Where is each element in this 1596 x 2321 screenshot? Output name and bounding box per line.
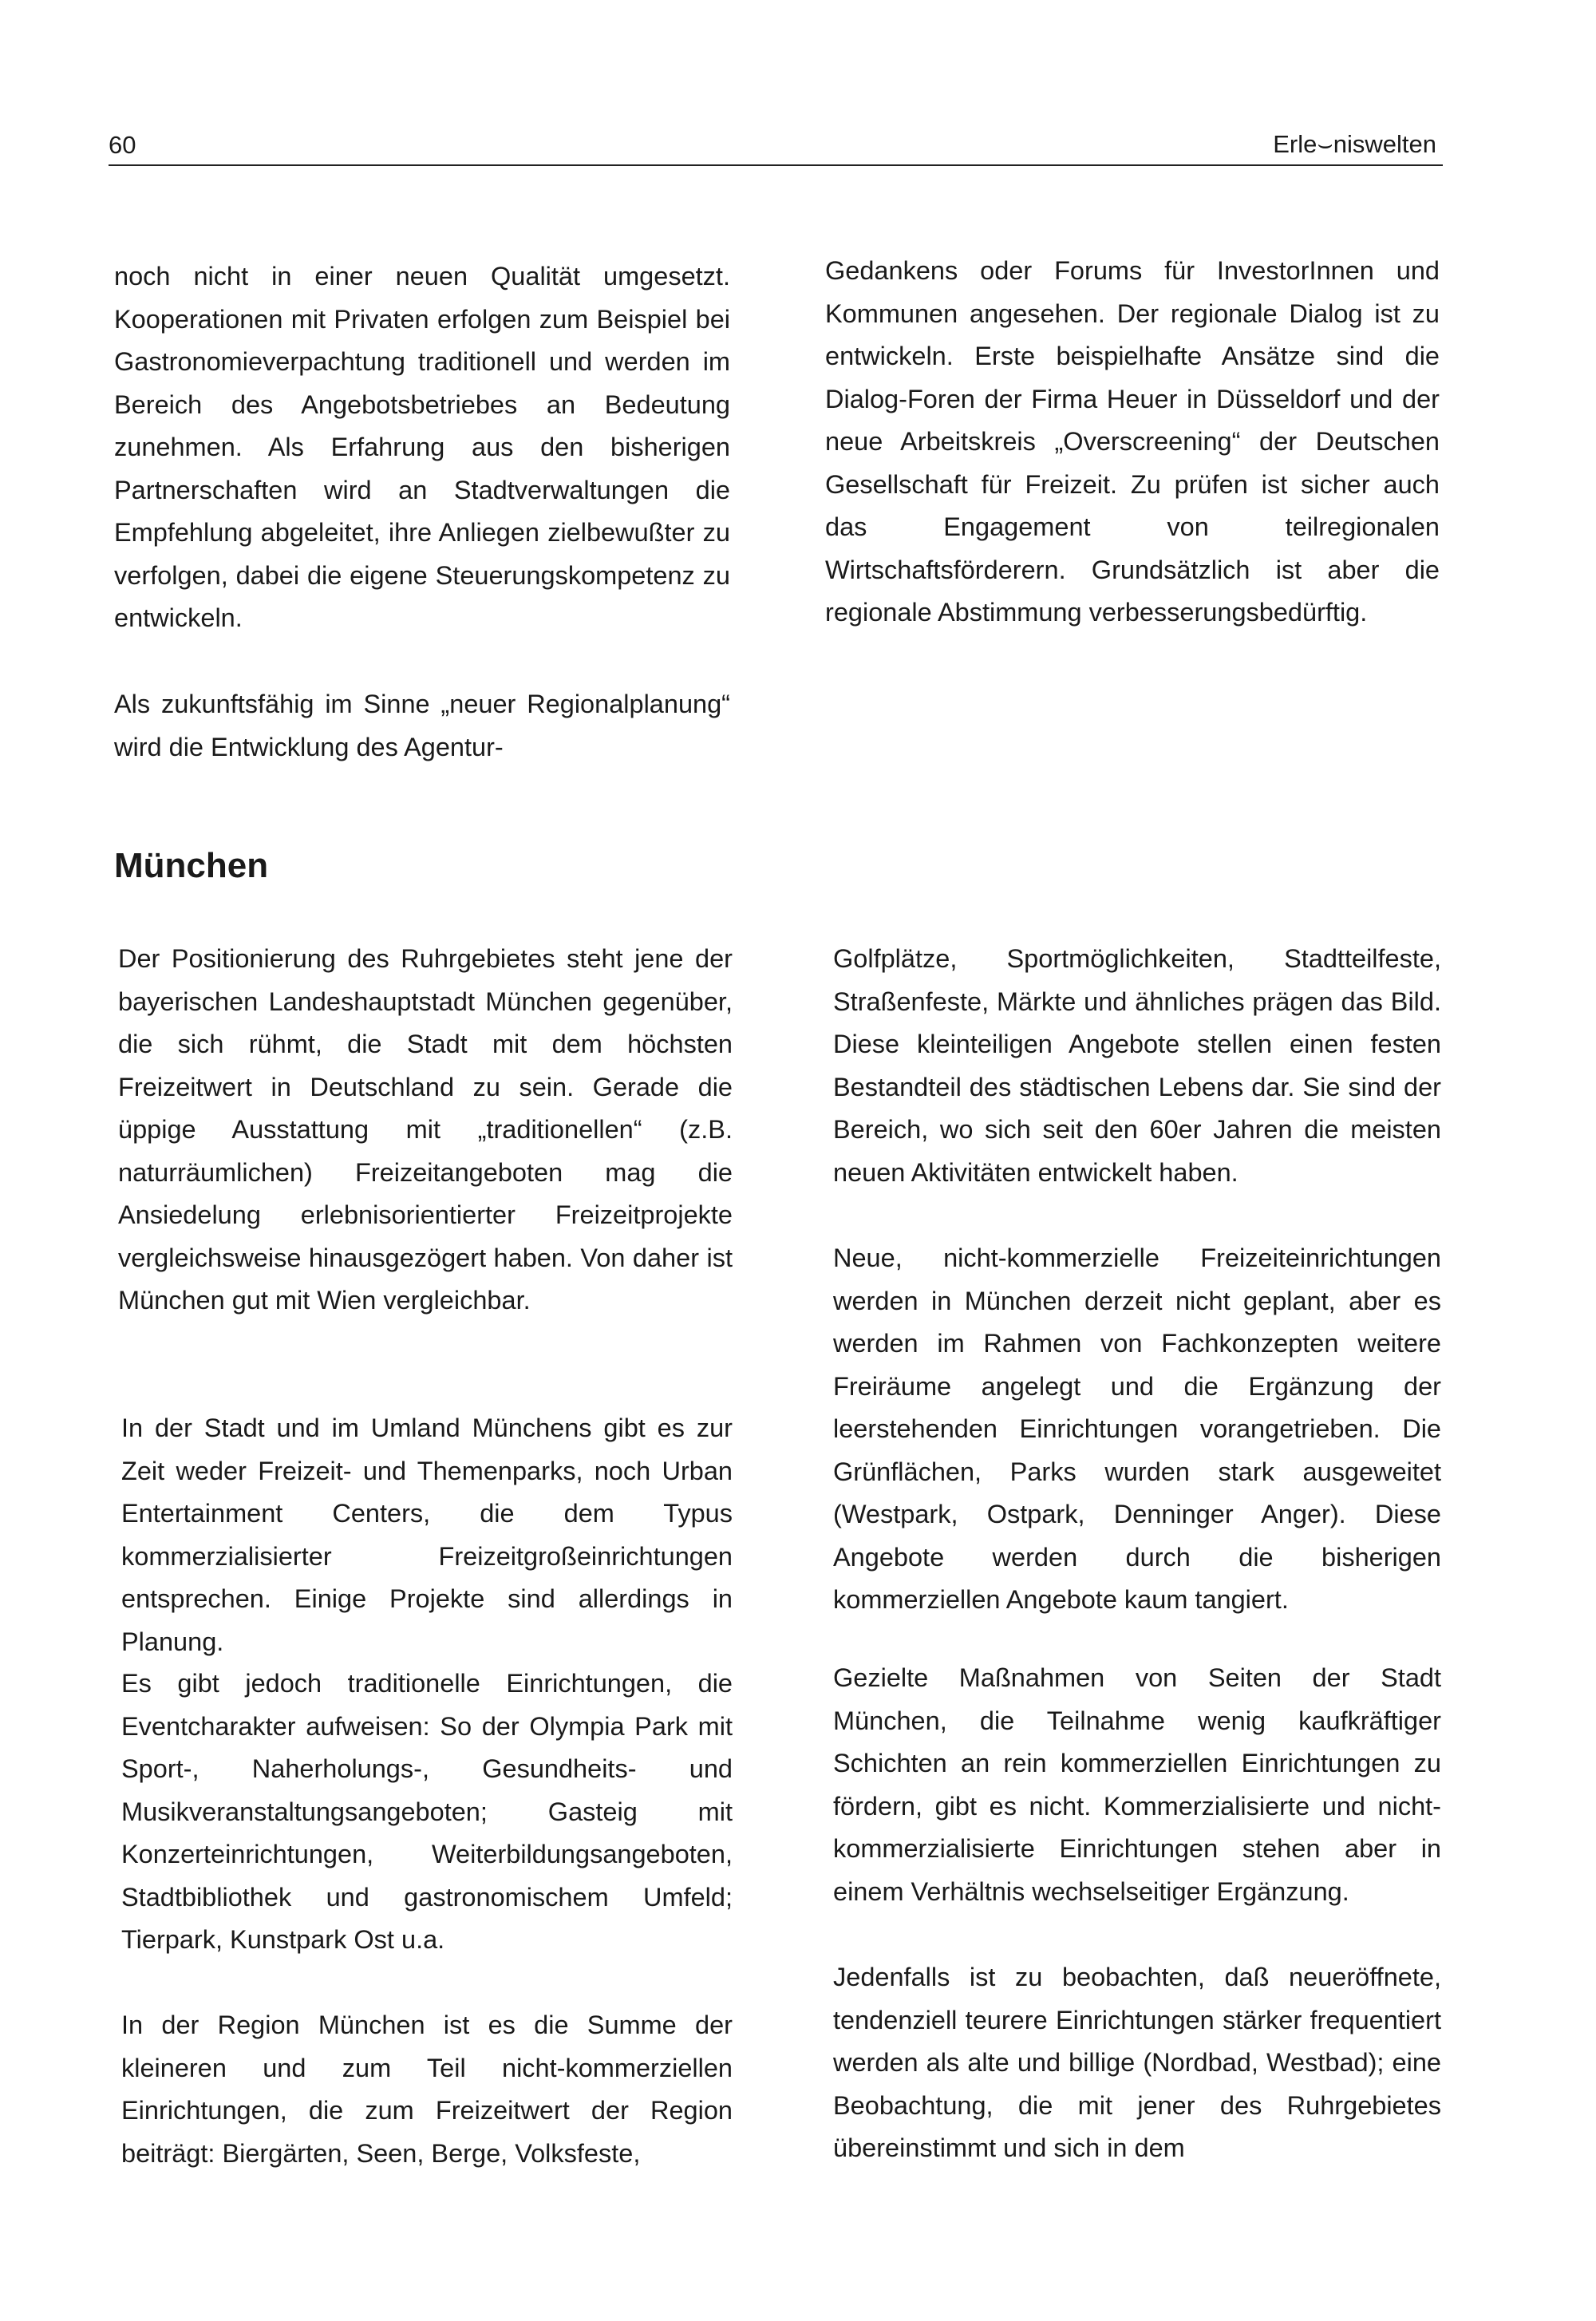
top-right-paragraph-1: Gedankens oder Forums für InvestorInnen und Kommunen angesehen. Der regionale Dialog ist zu entwickeln. Erste beispielhafte Ansätze sind die Dialog-Foren der Firma Heuer in Düsseldorf und der neue Arbeitskreis „Overscreening“ der Deutschen Gesellschaft für Freizeit. Zu prüfen ist sicher auch das Engagement von teilregionalen Wirtschaftsförderern. Grundsätzlich ist aber die regionale Abstimmung verbesserungsbedürftig. [825, 256, 1440, 627]
running-title: Erle⌣niswelten [1273, 130, 1436, 158]
page-header [109, 120, 1443, 166]
top-left-paragraph-2: Als zukunftsfähig im Sinne „neuer Regionalplanung“ wird die Entwicklung des Agentur- [114, 690, 730, 761]
right-paragraph-3: Gezielte Maßnahmen von Seiten der Stadt München, die Teilnahme wenig kaufkräftiger Schichten an rein kommerziellen Einrichtungen zu fördern, gibt es nicht. Kommerzialisierte und nicht-kommerzialisierte Einrichtungen stehen aber in einem Verhältnis wechselseitiger Ergänzung. [833, 1663, 1441, 1906]
section-title: München [114, 846, 269, 885]
left-paragraph-2: In der Stadt und im Umland Münchens gibt es zur Zeit weder Freizeit- und Themenparks, noch Urban Entertainment Centers, die dem Typus kommerzialisierter Freizeitgroßeinrichtungen entsprechen. Einige Projekte sind allerdings in Planung. [121, 1414, 733, 1656]
right-paragraph-1: Golfplätze, Sportmöglichkeiten, Stadtteilfeste, Straßenfeste, Märkte und ähnliches prägen das Bild. Diese kleinteiligen Angebote stellen einen festen Bestandteil des städtischen Lebens dar. Sie sind der Bereich, wo sich seit den 60er Jahren die meisten neuen Aktivitäten entwickelt haben. [833, 944, 1441, 1187]
page-number: 60 [109, 131, 136, 159]
right-paragraph-2: Neue, nicht-kommerzielle Freizeiteinrichtungen werden in München derzeit nicht geplant, aber es werden im Rahmen von Fachkonzepten weitere Freiräume angelegt und die Ergänzung der leerstehenden Einrichtungen vorangetrieben. Die Grünflächen, Parks wurden stark ausgeweitet (Westpark, Ostpark, Denninger Anger). Diese Angebote werden durch die bisherigen kommerziellen Angebote kaum tangiert. [833, 1244, 1441, 1614]
right-paragraph-4: Jedenfalls ist zu beobachten, daß neueröffnete, tendenziell teurere Einrichtungen stärker frequentiert werden als alte und billige (Nordbad, Westbad); eine Beobachtung, die mit jener des Ruhrgebietes übereinstimmt und sich in dem [833, 1963, 1441, 2162]
top-left-paragraph-1: noch nicht in einer neuen Qualität umgesetzt. Kooperationen mit Privaten erfolgen zum Beispiel bei Gastronomieverpachtung traditionell und werden im Bereich des Angebotsbetriebes an Bedeutung zunehmen. Als Erfahrung aus den bisherigen Partnerschaften wird an Stadtverwaltungen die Empfehlung abgeleitet, ihre Anliegen zielbewußter zu verfolgen, dabei die eigene Steuerungskompetenz zu entwickeln. [114, 262, 730, 632]
left-paragraph-1: Der Positionierung des Ruhrgebietes steht jene der bayerischen Landeshauptstadt München gegenüber, die sich rühmt, die Stadt mit dem höchsten Freizeitwert in Deutschland zu sein. Gerade die üppige Ausstattung mit „traditionellen“ (z.B. naturräumlichen) Freizeitangeboten mag die Ansiedelung erlebnisorientierter Freizeitprojekte vergleichsweise hinausgezögert haben. Von daher ist München gut mit Wien vergleichbar. [118, 944, 733, 1315]
left-paragraph-4: In der Region München ist es die Summe der kleineren und zum Teil nicht-kommerziellen Einrichtungen, die zum Freizeitwert der Region beiträgt: Biergärten, Seen, Berge, Volksfeste, [121, 2011, 733, 2168]
left-paragraph-3: Es gibt jedoch traditionelle Einrichtungen, die Eventcharakter aufweisen: So der Olympia Park mit Sport-, Naherholungs-, Gesundheits- und Musikveranstaltungsangeboten; Gasteig mit Konzerteinrichtungen, Weiterbildungsangeboten, Stadtbibliothek und gastronomischem Umfeld; Tierpark, Kunstpark Ost u.a. [121, 1669, 733, 1954]
